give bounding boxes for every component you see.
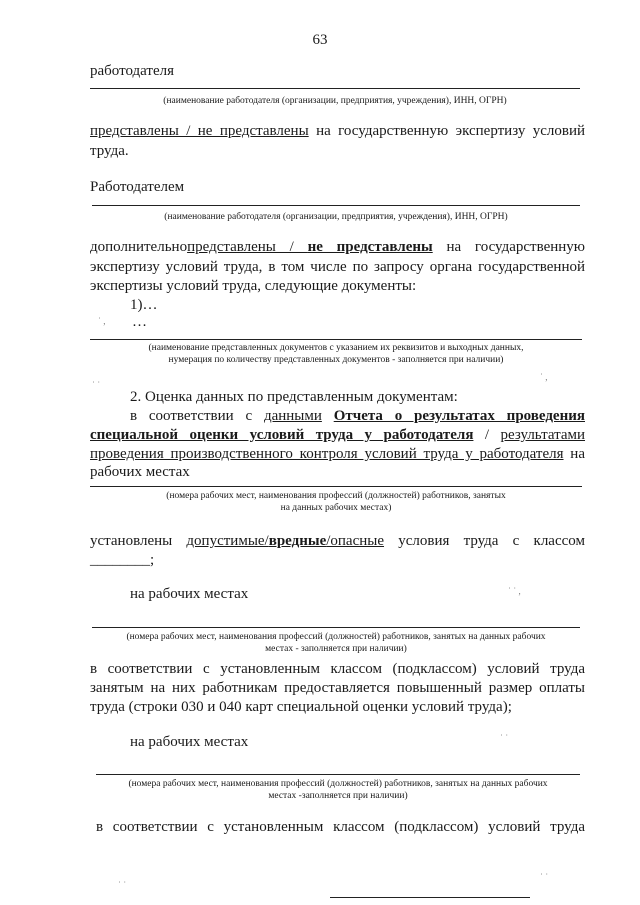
workplaces-label-2: на рабочих местах	[130, 734, 249, 750]
submission-status-choice: представлены / не представлены	[90, 123, 309, 139]
additional-choice-represented: представлены /	[187, 239, 308, 255]
page-number: 63	[312, 32, 328, 48]
employer-name-line	[90, 88, 580, 89]
evaluation-on: на	[563, 446, 585, 462]
pay-paragraph-line-2: занятым на них работникам предоставляется повышенный размер оплаты	[90, 680, 585, 696]
conditions-class-text: условия труда с классом	[384, 533, 585, 549]
employer-name-line-2	[92, 205, 580, 206]
workplaces-caption-2b: местах - заполняется при наличии)	[265, 644, 407, 654]
scan-speck: ˙ ˙	[92, 380, 101, 390]
workplaces-caption-3b: местах -заполняется при наличии)	[268, 791, 408, 801]
employer-name-caption: (наименование работодателя (организации, предприятия, учреждения), ИНН, ОГРН)	[163, 96, 507, 106]
documents-line	[90, 339, 582, 340]
workplaces-caption-1a: (номера рабочих мест, наименования профессий (должностей) работников, занятых	[166, 491, 506, 501]
workplaces-caption-3a: (номера рабочих мест, наименования профессий (должностей) работников, занятых на данных рабочих	[128, 779, 548, 789]
established-word: установлены	[90, 533, 187, 549]
scan-speck: ˙ ,	[540, 372, 548, 382]
evaluation-separator: /	[473, 427, 501, 443]
evaluation-results-word: результатами	[500, 427, 586, 443]
evaluation-report-title: Отчета о результатах проведения	[333, 408, 585, 424]
document-item-2: …	[132, 314, 147, 330]
additional-choice-not-represented: не представлены	[307, 239, 433, 255]
submission-status-text: на государственную экспертизу условий	[308, 123, 585, 139]
documents-caption-2: нумерация по количеству представленных документов - заполняется при наличии)	[168, 355, 504, 365]
evaluation-line-3	[90, 445, 585, 464]
scan-speck: ˙ ˙	[540, 872, 549, 882]
submission-status-line	[90, 122, 585, 141]
submission-status-line-2: труда.	[90, 143, 129, 159]
evaluation-line-4: рабочих местах	[90, 464, 190, 480]
evaluation-line-2	[90, 426, 585, 445]
workplaces-label-1: на рабочих местах	[130, 586, 249, 602]
additional-docs-line-1	[90, 238, 585, 257]
class-blank: ________;	[90, 552, 155, 568]
evaluation-line-1	[130, 407, 585, 426]
workplaces-caption-1b: на данных рабочих местах)	[280, 503, 392, 513]
workplaces-line-2	[92, 627, 580, 628]
evaluation-intro: в соответствии с	[130, 408, 264, 424]
additional-docs-line-3: экспертизы условий труда, следующие документы:	[90, 278, 417, 294]
condition-permissible: допустимые/	[186, 533, 269, 549]
workplaces-caption-2a: (номера рабочих мест, наименования профессий (должностей) работников, занятых на данных рабочих	[126, 632, 546, 642]
scan-speck: ˙ ,	[98, 316, 106, 326]
pay-paragraph-line-1: в соответствии с установленным классом (подклассом) условий труда	[90, 661, 585, 677]
document-item-1: 1)…	[130, 297, 158, 313]
additional-word: дополнительно	[90, 239, 188, 255]
evaluation-special-assessment: специальной оценки условий труда у работодателя	[90, 427, 474, 443]
class-paragraph-line-1: в соответствии с установленным классом (подклассом) условий труда	[96, 819, 585, 835]
additional-docs-text: на государственную	[432, 239, 585, 255]
scan-speck: ˙ ˙ ,	[508, 586, 521, 596]
employer-label-2: Работодателем	[90, 179, 185, 195]
scan-speck: ˙ ˙	[500, 733, 509, 743]
evaluation-data-word: данными	[263, 408, 322, 424]
workplaces-line-3	[96, 774, 580, 775]
documents-caption-1: (наименование представленных документов с указанием их реквизитов и выходных данных,	[148, 343, 524, 353]
condition-harmful: вредные	[268, 533, 327, 549]
additional-docs-line-2: экспертизу условий труда, в том числе по запросу органа государственной	[90, 259, 585, 275]
condition-dangerous: /опасные	[326, 533, 385, 549]
evaluation-production-control: проведения производственного контроля условий труда у работодателя	[90, 446, 564, 462]
scan-speck: ˙ ˙	[118, 880, 127, 890]
signature-line	[330, 897, 530, 898]
employer-label: работодателя	[90, 63, 175, 79]
employer-name-caption-2: (наименование работодателя (организации, предприятия, учреждения), ИНН, ОГРН)	[164, 212, 508, 222]
pay-paragraph-line-3: труда (строки 030 и 040 карт специальной оценки условий труда);	[90, 699, 512, 715]
workplaces-line-1	[90, 486, 582, 487]
section-2-heading: 2. Оценка данных по представленным документам:	[130, 389, 458, 405]
established-conditions-line	[90, 532, 585, 551]
